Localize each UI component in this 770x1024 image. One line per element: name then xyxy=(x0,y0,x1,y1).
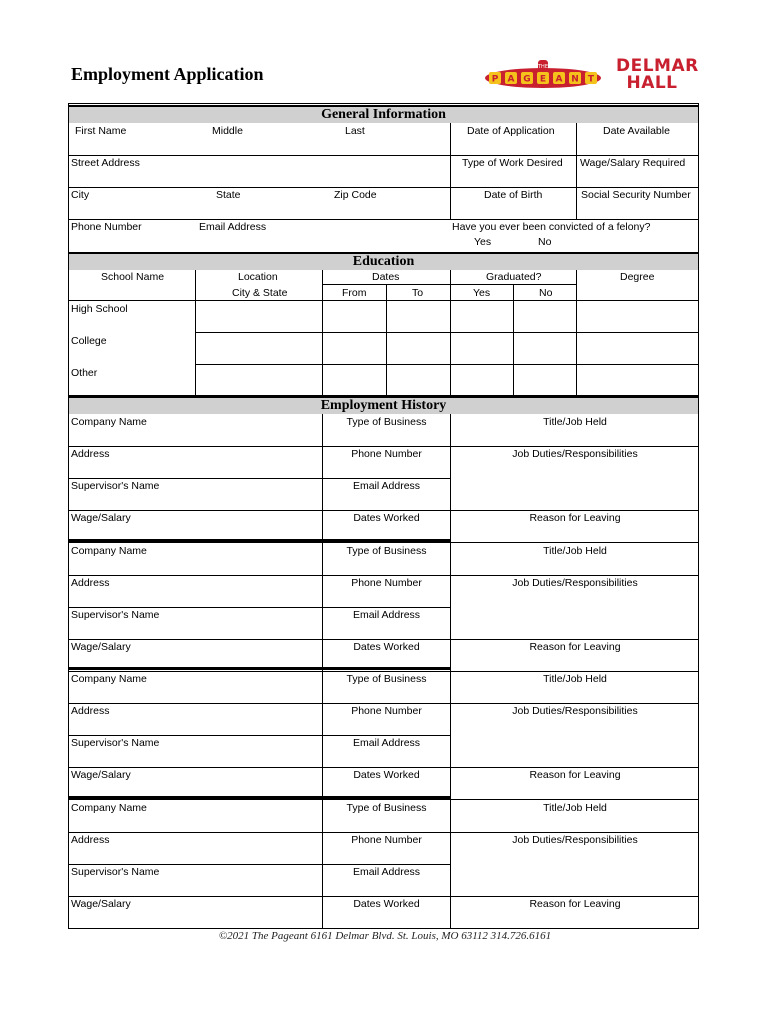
city-state-header: City & State xyxy=(232,287,288,299)
delmar-logo-line1: DELMAR xyxy=(616,56,699,76)
emp3-address-field[interactable]: Address xyxy=(71,705,110,717)
employment-history-grid xyxy=(68,396,699,929)
education-heading: Education xyxy=(68,252,699,270)
state-field[interactable]: State xyxy=(216,189,241,201)
emp3-job-duties-field[interactable]: Job Duties/Responsibilities xyxy=(512,705,638,717)
emp4-type-of-business-field[interactable]: Type of Business xyxy=(346,802,427,814)
school-name-header: School Name xyxy=(101,271,165,283)
emp3-wage-salary-field[interactable]: Wage/Salary xyxy=(71,769,131,781)
emp2-company-name-field[interactable]: Company Name xyxy=(71,545,147,557)
felony-question: Have you ever been convicted of a felony? xyxy=(452,221,651,233)
date-available-field[interactable]: Date Available xyxy=(603,125,670,137)
city-field[interactable]: City xyxy=(71,189,90,201)
emp1-type-of-business-field[interactable]: Type of Business xyxy=(346,416,427,428)
pageant-letter: P xyxy=(491,74,499,85)
delmar-logo-line2: HALL xyxy=(626,73,678,93)
edu-row-college[interactable]: College xyxy=(71,335,107,347)
emp2-phone-number-field[interactable]: Phone Number xyxy=(351,577,422,589)
edu-row-other[interactable]: Other xyxy=(71,367,98,379)
felony-yes-option[interactable]: Yes xyxy=(474,236,492,248)
pageant-letter: E xyxy=(539,74,547,85)
emp1-job-duties-field[interactable]: Job Duties/Responsibilities xyxy=(512,448,638,460)
emp4-title-job-held-field[interactable]: Title/Job Held xyxy=(543,802,607,814)
emp2-reason-for-leaving-field[interactable]: Reason for Leaving xyxy=(529,641,621,653)
felony-no-option[interactable]: No xyxy=(538,236,552,248)
pageant-logo xyxy=(484,58,602,92)
wage-required-field[interactable]: Wage/Salary Required xyxy=(580,157,686,169)
emp1-phone-number-field[interactable]: Phone Number xyxy=(351,448,422,460)
emp3-phone-number-field[interactable]: Phone Number xyxy=(351,705,422,717)
emp2-supervisor-name-field[interactable]: Supervisor's Name xyxy=(71,609,160,621)
footer-address: ©2021 The Pageant 6161 Delmar Blvd. St. Louis, MO 63112 314.726.6161 xyxy=(218,930,552,942)
phone-number-field[interactable]: Phone Number xyxy=(71,221,142,233)
pageant-letter: A xyxy=(507,74,515,85)
graduated-yes-header: Yes xyxy=(473,287,491,299)
emp1-address-field[interactable]: Address xyxy=(71,448,110,460)
middle-name-field[interactable]: Middle xyxy=(212,125,243,137)
delmar-hall-logo xyxy=(616,56,699,98)
emp3-supervisor-name-field[interactable]: Supervisor's Name xyxy=(71,737,160,749)
emp1-supervisor-name-field[interactable]: Supervisor's Name xyxy=(71,480,160,492)
emp2-dates-worked-field[interactable]: Dates Worked xyxy=(353,641,420,653)
emp4-dates-worked-field[interactable]: Dates Worked xyxy=(353,898,420,910)
emp1-reason-for-leaving-field[interactable]: Reason for Leaving xyxy=(529,512,621,524)
pageant-letter: A xyxy=(555,74,563,85)
page-title: Employment Application xyxy=(71,64,264,84)
emp2-type-of-business-field[interactable]: Type of Business xyxy=(346,545,427,557)
pageant-letter: G xyxy=(523,74,531,85)
emp1-company-name-field[interactable]: Company Name xyxy=(71,416,147,428)
emp2-email-address-field[interactable]: Email Address xyxy=(352,609,421,621)
emp2-title-job-held-field[interactable]: Title/Job Held xyxy=(543,545,607,557)
emp2-wage-salary-field[interactable]: Wage/Salary xyxy=(71,641,131,653)
general-information-heading: General Information xyxy=(68,105,699,123)
emp3-type-of-business-field[interactable]: Type of Business xyxy=(346,673,427,685)
graduated-no-header: No xyxy=(539,287,553,299)
date-of-birth-field[interactable]: Date of Birth xyxy=(484,189,543,201)
ssn-field[interactable]: Social Security Number xyxy=(581,189,691,201)
emp4-phone-number-field[interactable]: Phone Number xyxy=(351,834,422,846)
emp3-dates-worked-field[interactable]: Dates Worked xyxy=(353,769,420,781)
graduated-header: Graduated? xyxy=(486,271,542,283)
emp4-wage-salary-field[interactable]: Wage/Salary xyxy=(71,898,131,910)
emp4-company-name-field[interactable]: Company Name xyxy=(71,802,147,814)
location-header: Location xyxy=(238,271,278,283)
emp4-email-address-field[interactable]: Email Address xyxy=(352,866,421,878)
first-name-field[interactable]: First Name xyxy=(75,125,127,137)
edu-row-high-school[interactable]: High School xyxy=(71,303,128,315)
employment-history-heading: Employment History xyxy=(68,396,699,414)
emp2-job-duties-field[interactable]: Job Duties/Responsibilities xyxy=(512,577,638,589)
emp1-wage-salary-field[interactable]: Wage/Salary xyxy=(71,512,131,524)
emp3-company-name-field[interactable]: Company Name xyxy=(71,673,147,685)
emp4-reason-for-leaving-field[interactable]: Reason for Leaving xyxy=(529,898,621,910)
emp3-reason-for-leaving-field[interactable]: Reason for Leaving xyxy=(529,769,621,781)
emp3-email-address-field[interactable]: Email Address xyxy=(352,737,421,749)
date-of-application-field[interactable]: Date of Application xyxy=(467,125,555,137)
zip-code-field[interactable]: Zip Code xyxy=(334,189,377,201)
emp4-address-field[interactable]: Address xyxy=(71,834,110,846)
street-address-field[interactable]: Street Address xyxy=(71,157,140,169)
emp1-title-job-held-field[interactable]: Title/Job Held xyxy=(543,416,607,428)
pageant-small-text: THE xyxy=(538,64,548,70)
to-header: To xyxy=(412,287,424,299)
emp1-email-address-field[interactable]: Email Address xyxy=(352,480,421,492)
dates-header: Dates xyxy=(372,271,400,283)
degree-header: Degree xyxy=(620,271,655,283)
from-header: From xyxy=(342,287,367,299)
email-address-field[interactable]: Email Address xyxy=(199,221,267,233)
last-name-field[interactable]: Last xyxy=(345,125,365,137)
emp4-job-duties-field[interactable]: Job Duties/Responsibilities xyxy=(512,834,638,846)
emp3-title-job-held-field[interactable]: Title/Job Held xyxy=(543,673,607,685)
emp1-dates-worked-field[interactable]: Dates Worked xyxy=(353,512,420,524)
emp2-address-field[interactable]: Address xyxy=(71,577,110,589)
type-of-work-field[interactable]: Type of Work Desired xyxy=(462,157,563,169)
pageant-letter: T xyxy=(587,74,595,85)
emp4-supervisor-name-field[interactable]: Supervisor's Name xyxy=(71,866,160,878)
pageant-letter: N xyxy=(571,74,579,85)
